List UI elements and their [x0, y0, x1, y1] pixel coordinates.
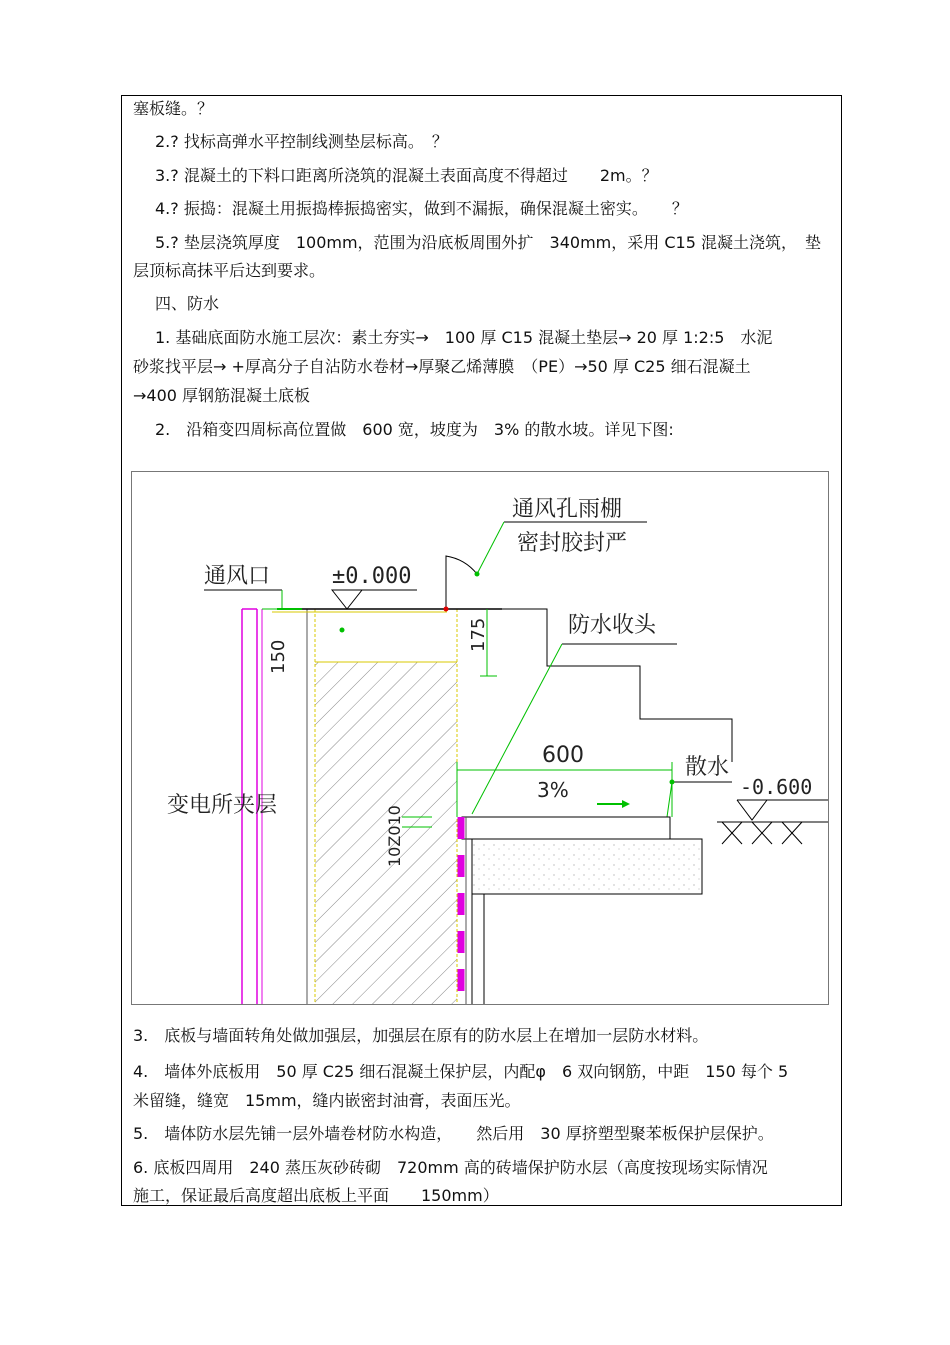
- substation-mezzanine-label: 变电所夹层: [167, 793, 278, 818]
- paragraph-line: 6. 底板四周用 240 蒸压灰砂砖砌 720mm 高的砖墙保护防水层（高度按现场实际情况: [133, 1158, 768, 1177]
- waterproof-end-label: 防水收头: [568, 613, 657, 638]
- sealant-label: 密封胶封严: [517, 531, 628, 556]
- paragraph-line: 层顶标高抹平后达到要求。: [133, 261, 326, 280]
- apron-label: 散水: [685, 755, 730, 780]
- paragraph-line: →400 厚钢筋混凝土底板: [133, 386, 311, 405]
- paragraph-line: 施工，保证最后高度超出底板上平面 150mm）: [133, 1186, 499, 1205]
- paragraph-line: 3.? 混凝土的下料口距离所浇筑的混凝土表面高度不得超过 2m。？: [155, 166, 658, 185]
- elevation-minus-label: -0.600: [740, 775, 813, 799]
- dim-150-label: 150: [268, 639, 289, 674]
- dim-600-label: 600: [542, 743, 584, 768]
- section-heading: 四、防水: [155, 294, 220, 313]
- paragraph-line: 3. 底板与墙面转角处做加强层，加强层在原有的防水层上在增加一层防水材料。: [133, 1026, 709, 1045]
- dim-175-label: 175: [468, 617, 489, 652]
- elevation-zero-label: ±0.000: [332, 564, 412, 589]
- vent-cover-label: 通风孔雨棚: [512, 497, 623, 522]
- drawing-canvas: [132, 472, 828, 1004]
- paragraph-line: 2. 沿箱变四周标高位置做 600 宽，坡度为 3% 的散水坡。详见下图:: [155, 420, 674, 439]
- paragraph-line: 2.? 找标高弹水平控制线测垫层标高。 ？: [155, 132, 448, 151]
- paragraph-line: 4. 墙体外底板用 50 厚 C25 细石混凝土保护层，内配φ 6 双向钢筋，中距 150 每个 5: [133, 1062, 789, 1081]
- paragraph-line: 1. 基础底面防水施工层次：素土夯实→ 100 厚 C15 混凝土垫层→ 20 厚 1:2:5 水泥: [155, 328, 773, 347]
- wall-code-label: 10Z010: [385, 805, 404, 867]
- paragraph-line: 塞板缝。？: [133, 99, 214, 118]
- construction-drawing: [131, 471, 829, 1005]
- paragraph-line: 米留缝，缝宽 15mm，缝内嵌密封油膏，表面压光。: [133, 1091, 521, 1110]
- paragraph-line: 5. 墙体防水层先铺一层外墙卷材防水构造， 然后用 30 厚挤塑型聚苯板保护层保护。: [133, 1124, 774, 1143]
- vent-label: 通风口: [204, 564, 271, 589]
- slope-label: 3%: [537, 778, 569, 802]
- paragraph-line: 砂浆找平层→ +厚高分子自沾防水卷材→厚聚乙烯薄膜 （PE）→50 厚 C25 细石混凝土: [133, 357, 751, 376]
- paragraph-line: 5.? 垫层浇筑厚度 100mm，范围为沿底板周围外扩 340mm，采用 C15 混凝土浇筑， 垫: [155, 233, 821, 252]
- paragraph-line: 4.? 振捣：混凝土用振捣棒振捣密实，做到不漏振，确保混凝土密实。 ？: [155, 199, 688, 218]
